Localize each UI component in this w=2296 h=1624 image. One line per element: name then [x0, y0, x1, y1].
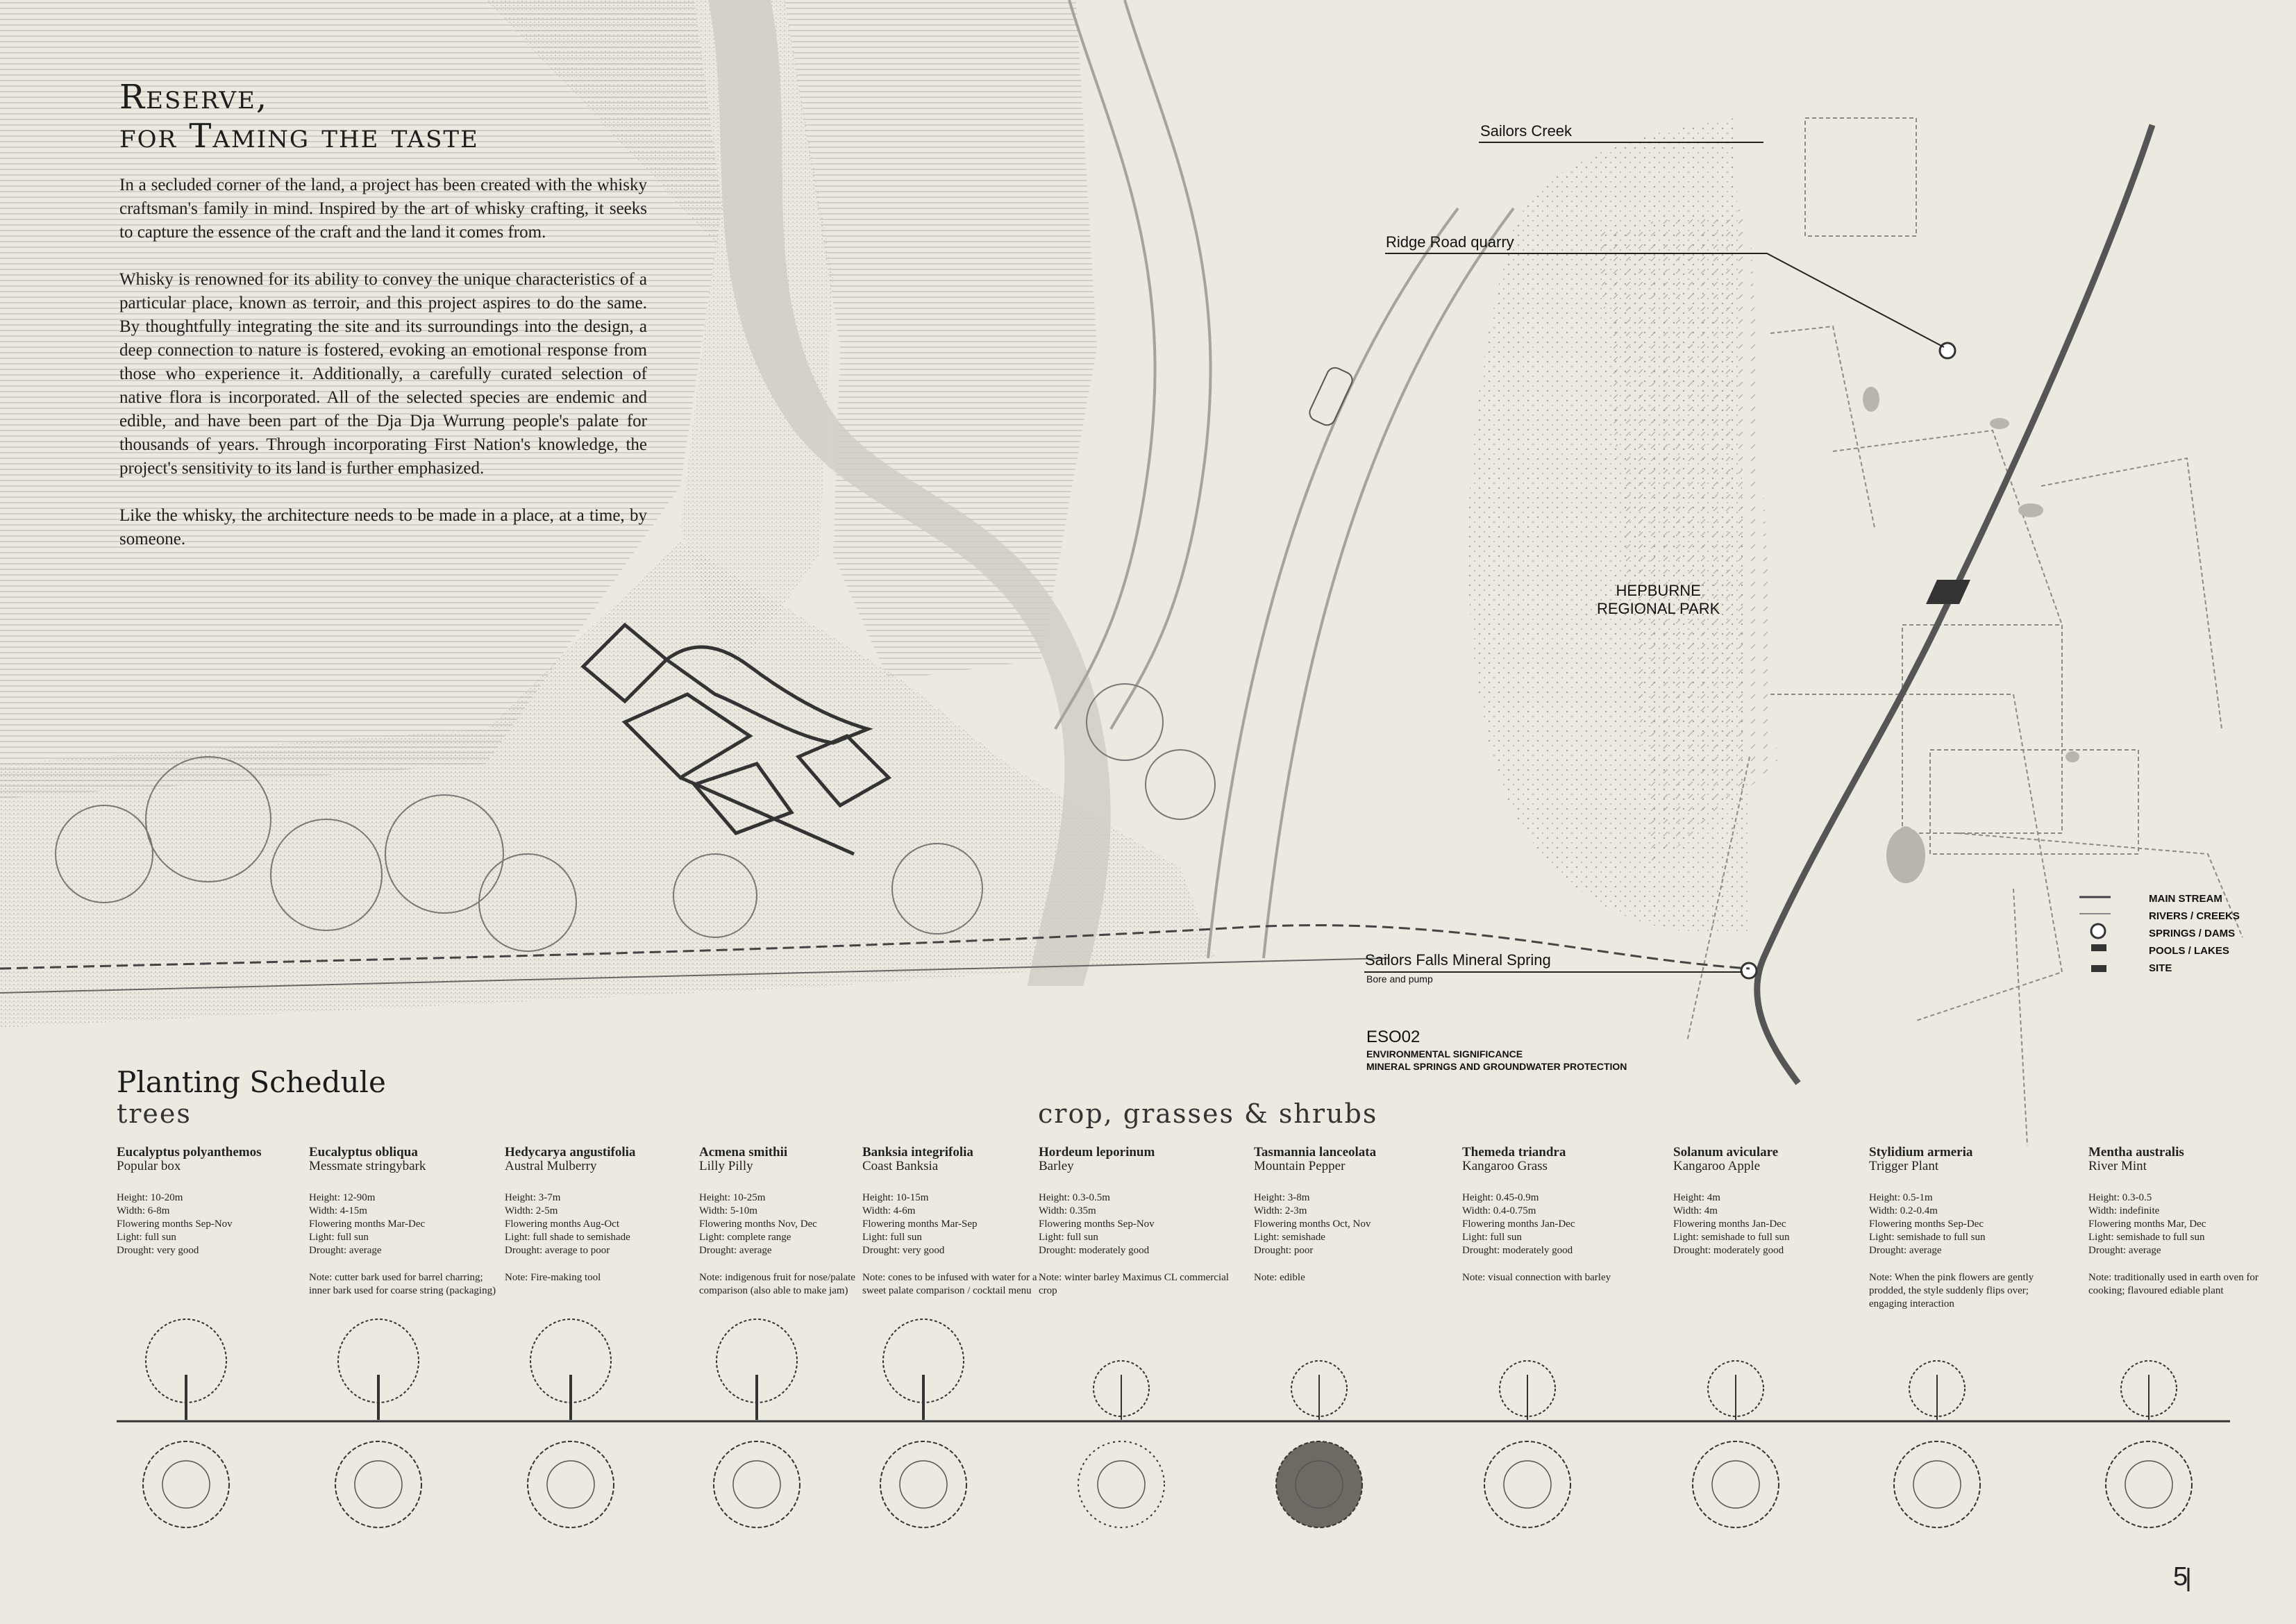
plant-stat: Drought: average	[309, 1245, 382, 1256]
plant-stat: Width: 4-6m	[862, 1205, 916, 1216]
plant-common-name: Kangaroo Grass	[1462, 1159, 1548, 1173]
plant-stat: Light: full sun	[1462, 1232, 1522, 1243]
plant-stat: Light: semishade	[1254, 1232, 1325, 1243]
plant-stat: Height: 10-15m	[862, 1192, 929, 1203]
plant-entry	[1673, 1146, 1868, 1257]
plant-stat: Light: complete range	[699, 1232, 791, 1243]
plant-symbol	[880, 1319, 966, 1527]
label-eso-line-2: MINERAL SPRINGS AND GROUNDWATER PROTECTION	[1366, 1061, 1627, 1072]
plant-scientific-name: Hedycarya angustifolia	[505, 1145, 636, 1160]
plant-note: Note: visual connection with barley	[1462, 1272, 1611, 1283]
plant-stat: Drought: poor	[1254, 1245, 1314, 1256]
plant-common-name: Coast Banksia	[862, 1159, 939, 1173]
plant-stat: Height: 10-20m	[117, 1192, 183, 1203]
intro-paragraph-3: Like the whisky, the architecture needs to be made in a place, at a time, by someone.	[119, 506, 647, 549]
plant-stat: Light: full sun	[862, 1232, 922, 1243]
plant-plan-symbol	[1894, 1441, 1980, 1527]
plant-note: Note: When the pink flowers are gently prodded, the style suddenly flips over; engaging interaction	[1869, 1272, 2034, 1309]
title-line-1: Reserve,	[119, 78, 269, 117]
plant-scientific-name: Themeda triandra	[1462, 1145, 1566, 1160]
intro-text	[119, 174, 647, 575]
plant-plan-symbol	[335, 1441, 421, 1527]
plant-scientific-name: Mentha australis	[2088, 1145, 2184, 1160]
plant-stat: Flowering months Nov, Dec	[699, 1219, 817, 1230]
plant-stat: Height: 0.45-0.9m	[1462, 1192, 1539, 1203]
legend-main-stream: MAIN STREAM	[2149, 893, 2222, 905]
plant-stat: Flowering months Mar-Sep	[862, 1219, 978, 1230]
legend-rivers: RIVERS / CREEKS	[2149, 910, 2240, 922]
label-spring: Sailors Falls Mineral Spring	[1365, 951, 1551, 969]
plant-stat: Height: 0.3-0.5	[2088, 1192, 2152, 1203]
plant-stat: Width: indefinite	[2088, 1205, 2160, 1216]
plant-common-name: Austral Mulberry	[505, 1159, 597, 1173]
plant-stat: Drought: very good	[862, 1245, 945, 1256]
page-number: 5	[2173, 1562, 2188, 1591]
plant-stat: Light: semishade to full sun	[2088, 1232, 2205, 1243]
plant-stat: Flowering months Mar, Dec	[2088, 1219, 2206, 1230]
plant-stat: Height: 4m	[1673, 1192, 1720, 1203]
plant-symbol	[1894, 1361, 1980, 1527]
plant-common-name: Messmate stringybark	[309, 1159, 426, 1173]
plant-stat: Width: 0.4-0.75m	[1462, 1205, 1536, 1216]
plant-note: Note: winter barley Maximus CL commercial crop	[1039, 1272, 1229, 1296]
plant-stat: Drought: moderately good	[1673, 1245, 1784, 1256]
plant-plan-symbol	[714, 1441, 800, 1527]
plant-stat: Flowering months Jan-Dec	[1462, 1219, 1575, 1230]
plant-entry	[309, 1146, 503, 1298]
plant-stat: Height: 3-7m	[505, 1192, 561, 1203]
plant-entry	[2088, 1146, 2283, 1298]
plant-plan-symbol	[528, 1441, 614, 1527]
trees-label: trees	[117, 1098, 192, 1129]
plant-stat: Light: full sun	[117, 1232, 176, 1243]
plant-stat: Drought: moderately good	[1039, 1245, 1150, 1256]
plant-stat: Drought: average	[699, 1245, 772, 1256]
plant-stat: Flowering months Jan-Dec	[1673, 1219, 1786, 1230]
plant-symbol	[335, 1319, 421, 1527]
title-line-2: for Taming the taste	[119, 117, 479, 156]
plant-stat: Light: full sun	[1039, 1232, 1098, 1243]
plant-entry	[1254, 1146, 1448, 1284]
plant-entry	[505, 1146, 699, 1284]
plant-plan-symbol	[1484, 1441, 1570, 1527]
plant-common-name: Mountain Pepper	[1254, 1159, 1346, 1173]
plant-plan-symbol	[2106, 1441, 2192, 1527]
plant-stat: Flowering months Sep-Nov	[1039, 1219, 1155, 1230]
plant-note: Note: cones to be infused with water for a sweet palate comparison / cocktail menu	[862, 1272, 1037, 1296]
plant-stat: Width: 4m	[1673, 1205, 1718, 1216]
plant-scientific-name: Solanum aviculare	[1673, 1145, 1779, 1160]
park-line-1: HEPBURNE	[1616, 582, 1701, 599]
crops-label: crop, grasses & shrubs	[1038, 1098, 1378, 1129]
label-eso-code: ESO02	[1366, 1028, 1421, 1046]
plant-stat: Light: semishade to full sun	[1673, 1232, 1790, 1243]
plant-entry	[1869, 1146, 2063, 1311]
legend-springs: SPRINGS / DAMS	[2149, 928, 2236, 939]
plant-stat: Width: 2-3m	[1254, 1205, 1307, 1216]
plant-note: Note: indigenous fruit for nose/palate comparison (also able to make jam)	[699, 1272, 855, 1296]
plant-scientific-name: Eucalyptus obliqua	[309, 1145, 418, 1160]
intro-paragraph-2: Whisky is renowned for its ability to convey the unique characteristics of a particular place, known as terroir, and this project aspires to do the same. By thoughtfully integrating the site and its surroundings into the design, a deep connection to nature is fostered, evoking an emotional response from those who experience it. Additionally, a carefully curated selection of native flora is incorporated. All of the selected species are endemic and edible, and have been part of the Dja Dja Wurrung people's palate for thousands of years. Through incorporating First Nation's knowledge, the project's sensitivity to its land is further emphasized.	[119, 270, 647, 478]
plant-plan-symbol	[143, 1441, 229, 1527]
park-line-2: REGIONAL PARK	[1597, 600, 1720, 617]
plant-common-name: Popular box	[117, 1159, 181, 1173]
plant-entry	[862, 1146, 1057, 1298]
plant-scientific-name: Hordeum leporinum	[1039, 1145, 1155, 1160]
plant-entry	[117, 1146, 311, 1257]
plant-stat: Width: 0.35m	[1039, 1205, 1096, 1216]
plant-symbol	[1693, 1361, 1779, 1527]
plant-common-name: Kangaroo Apple	[1673, 1159, 1761, 1173]
plant-symbol	[1276, 1361, 1362, 1527]
plant-stat: Light: full sun	[309, 1232, 369, 1243]
plant-common-name: Trigger Plant	[1869, 1159, 1939, 1173]
plant-stat: Height: 12-90m	[309, 1192, 376, 1203]
plant-scientific-name: Banksia integrifolia	[862, 1145, 973, 1160]
plant-stat: Height: 10-25m	[699, 1192, 766, 1203]
plant-stat: Flowering months Sep-Nov	[117, 1219, 233, 1230]
plant-common-name: Lilly Pilly	[699, 1159, 753, 1173]
plant-stat: Flowering months Sep-Dec	[1869, 1219, 1984, 1230]
plant-symbol	[143, 1319, 229, 1527]
plant-note: Note: Fire-making tool	[505, 1272, 601, 1283]
plant-stat: Drought: average	[1869, 1245, 1942, 1256]
plant-symbol	[1078, 1361, 1164, 1527]
plant-common-name: River Mint	[2088, 1159, 2147, 1173]
plant-symbol	[714, 1319, 800, 1527]
plant-stat: Drought: average to poor	[505, 1245, 610, 1256]
plant-entry	[1039, 1146, 1233, 1298]
plant-stat: Width: 0.2-0.4m	[1869, 1205, 1938, 1216]
legend-site: SITE	[2149, 962, 2172, 974]
label-sailors-creek: Sailors Creek	[1480, 122, 1573, 140]
plant-plan-symbol	[1078, 1441, 1164, 1527]
plant-stat: Flowering months Mar-Dec	[309, 1219, 426, 1230]
plant-common-name: Barley	[1039, 1159, 1074, 1173]
plant-symbol	[528, 1319, 614, 1527]
plant-stat: Width: 4-15m	[309, 1205, 367, 1216]
plant-stat: Light: full shade to semishade	[505, 1232, 630, 1243]
plant-plan-symbol	[880, 1441, 966, 1527]
plant-entry	[1462, 1146, 1657, 1284]
plant-note: Note: traditionally used in earth oven for cooking; flavoured ediable plant	[2088, 1272, 2259, 1296]
plant-stat: Width: 6-8m	[117, 1205, 170, 1216]
plant-stat: Flowering months Oct, Nov	[1254, 1219, 1371, 1230]
plant-symbol	[1484, 1361, 1570, 1527]
plant-symbols	[0, 1305, 2296, 1541]
plant-stat: Drought: moderately good	[1462, 1245, 1573, 1256]
plant-stat: Drought: very good	[117, 1245, 199, 1256]
plant-stat: Flowering months Aug-Oct	[505, 1219, 619, 1230]
label-hepburne-park	[1597, 582, 1720, 618]
plant-scientific-name: Tasmannia lanceolata	[1254, 1145, 1377, 1160]
map-legend	[2149, 890, 2240, 977]
plant-plan-symbol	[1276, 1441, 1362, 1527]
plant-note: Note: edible	[1254, 1272, 1305, 1283]
plant-stat: Drought: average	[2088, 1245, 2161, 1256]
plant-scientific-name: Acmena smithii	[699, 1145, 788, 1160]
schedule-title: Planting Schedule	[117, 1065, 386, 1099]
plant-stat: Light: semishade to full sun	[1869, 1232, 1986, 1243]
label-spring-sub: Bore and pump	[1366, 973, 1433, 985]
plant-plan-symbol	[1693, 1441, 1779, 1527]
intro-paragraph-1: In a secluded corner of the land, a project has been created with the whisky craftsman's family in mind. Inspired by the art of whisky crafting, it seeks to capture the essence of the craft and the land it comes from.	[119, 176, 647, 242]
legend-pools: POOLS / LAKES	[2149, 945, 2229, 957]
plant-scientific-name: Eucalyptus polyanthemos	[117, 1145, 262, 1160]
plant-stat: Height: 0.3-0.5m	[1039, 1192, 1110, 1203]
plant-symbol	[2106, 1361, 2192, 1527]
label-eso-line-1: ENVIRONMENTAL SIGNIFICANCE	[1366, 1048, 1523, 1060]
plant-stat: Height: 0.5-1m	[1869, 1192, 1933, 1203]
plant-stat: Height: 3-8m	[1254, 1192, 1310, 1203]
plant-note: Note: cutter bark used for barrel charring; inner bark used for coarse string (packaging)	[309, 1272, 496, 1296]
plant-stat: Width: 5-10m	[699, 1205, 757, 1216]
plant-scientific-name: Stylidium armeria	[1869, 1145, 1973, 1160]
label-ridge-road: Ridge Road quarry	[1386, 233, 1514, 251]
page-title	[119, 78, 479, 156]
plant-stat: Width: 2-5m	[505, 1205, 558, 1216]
